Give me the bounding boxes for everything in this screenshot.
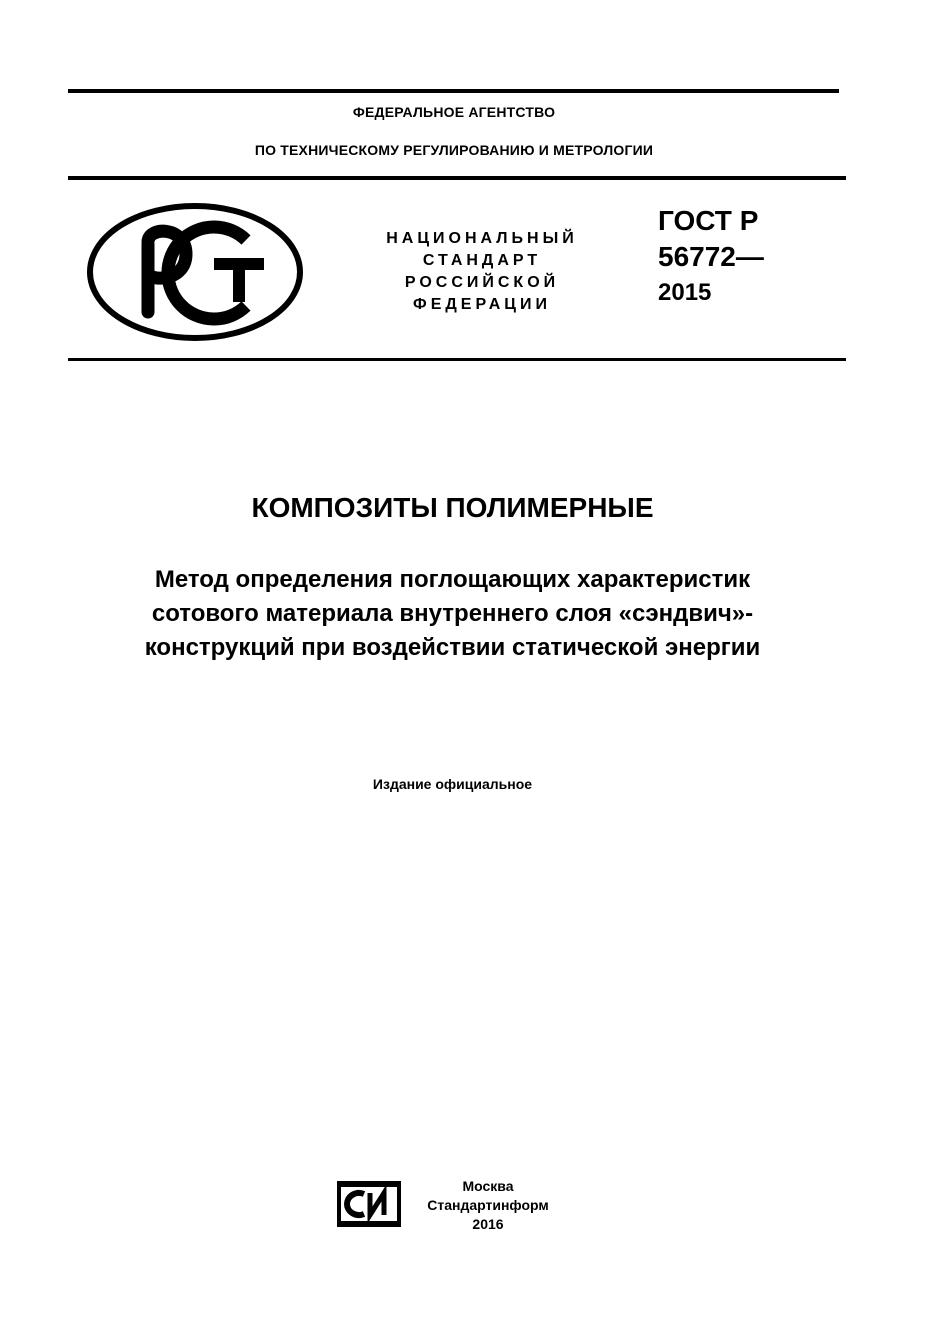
agency-line-1: ФЕДЕРАЛЬНОЕ АГЕНТСТВО (352, 104, 556, 120)
standard-kind-line-3: РОССИЙСКОЙ (404, 274, 560, 291)
publisher-name: Стандартинформ (427, 1197, 549, 1213)
designation-line-1: ГОСТ Р (658, 205, 759, 236)
header-separator-rule (68, 358, 846, 361)
standard-kind-line-1: НАЦИОНАЛЬНЫЙ (386, 230, 578, 247)
subtitle-line-1: Метод определения поглощающих характеристик (154, 566, 751, 593)
publisher-block (408, 1177, 568, 1234)
document-subtitle (0, 563, 905, 665)
top-rule (68, 89, 839, 93)
header-bottom-rule (68, 176, 846, 180)
subtitle-line-3: конструкций при воздействии статической энергии (144, 634, 761, 661)
rst-logo (86, 202, 304, 342)
designation-line-2: 56772— (658, 241, 764, 272)
publisher-year: 2016 (472, 1216, 504, 1232)
subtitle-line-2: сотового материала внутреннего слоя «сэндвич»- (151, 600, 754, 627)
standard-kind (362, 228, 602, 316)
agency-line-2: ПО ТЕХНИЧЕСКОМУ РЕГУЛИРОВАНИЮ И МЕТРОЛОГИИ (254, 142, 654, 158)
edition-note: Издание официальное (372, 776, 533, 792)
designation-year: 2015 (658, 279, 712, 306)
document-title: КОМПОЗИТЫ ПОЛИМЕРНЫЕ (251, 492, 654, 523)
standartinform-logo (336, 1180, 402, 1228)
standard-kind-line-2: СТАНДАРТ (422, 252, 542, 269)
standard-designation (658, 203, 764, 311)
standard-kind-line-4: ФЕДЕРАЦИИ (413, 296, 551, 313)
publisher-city: Москва (462, 1178, 514, 1194)
